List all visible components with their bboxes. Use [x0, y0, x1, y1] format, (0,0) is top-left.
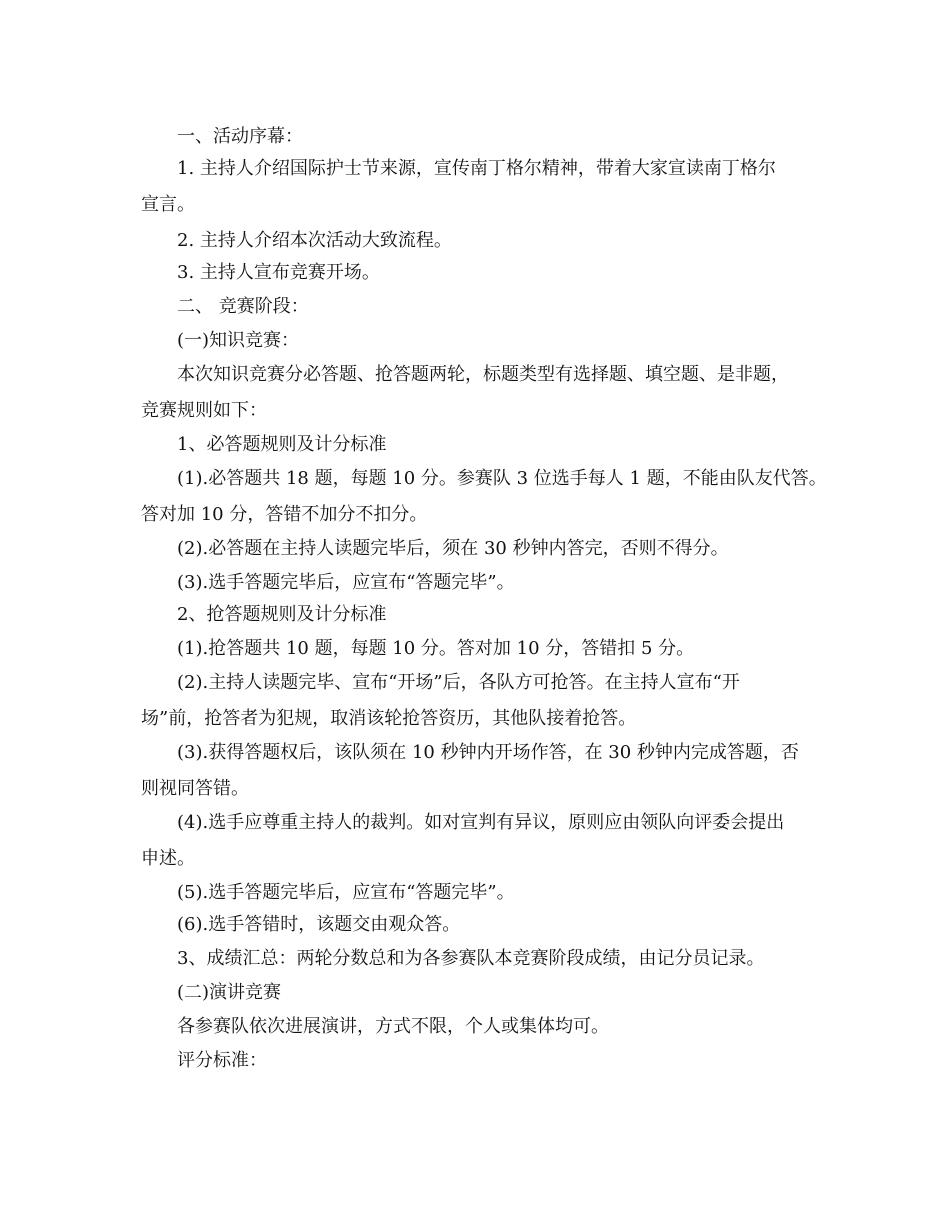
section-heading-1: 一、活动序幕：	[177, 126, 303, 147]
paragraph-line: (6).选手答错时，该题交由观众答。	[177, 914, 461, 935]
paragraph-line: 申述。	[141, 848, 195, 869]
paragraph-line: 则视同答错。	[141, 778, 249, 799]
paragraph-line: (1).必答题共 18 题，每题 10 分。参赛队 3 位选手每人 1 题，不能由队友代答。	[177, 468, 827, 489]
paragraph-line: 宣言。	[141, 194, 195, 215]
paragraph-line: (2).必答题在主持人读题完毕后，须在 30 秒钟内答完，否则不得分。	[177, 538, 729, 559]
paragraph-line: 各参赛队依次进展演讲，方式不限，个人或集体均可。	[177, 1016, 609, 1037]
paragraph-line: (2).主持人读题完毕、宣布“开场”后，各队方可抢答。在主持人宣布“开	[177, 672, 740, 693]
paragraph-line: (1).抢答题共 10 题，每题 10 分。答对加 10 分，答错扣 5 分。	[177, 638, 695, 659]
paragraph-line: 场”前，抢答者为犯规，取消该轮抢答资历，其他队接着抢答。	[141, 708, 637, 729]
subsection-heading: (一)知识竞赛：	[177, 330, 300, 351]
paragraph-line: 评分标准：	[177, 1050, 267, 1071]
paragraph-line: 竞赛规则如下：	[141, 400, 267, 421]
paragraph-line: 3. 主持人宣布竞赛开场。	[177, 262, 380, 283]
paragraph-line: (3).获得答题权后，该队须在 10 秒钟内开场作答，在 30 秒钟内完成答题，否	[177, 742, 799, 763]
paragraph-line: 1. 主持人介绍国际护士节来源，宣传南丁格尔精神，带着大家宣读南丁格尔	[177, 158, 776, 179]
paragraph-line: 答对加 10 分，答错不加分不扣分。	[141, 504, 428, 525]
paragraph-line: 2. 主持人介绍本次活动大致流程。	[177, 230, 452, 251]
paragraph-line: 本次知识竞赛分必答题、抢答题两轮，标题类型有选择题、填空题、是非题，	[177, 364, 789, 385]
paragraph-line: (4).选手应尊重主持人的裁判。如对宣判有异议，原则应由领队向评委会提出	[177, 812, 785, 833]
subsection-heading: (二)演讲竞赛	[177, 982, 282, 1003]
section-heading-2: 二、 竞赛阶段：	[177, 296, 309, 317]
paragraph-line: (3).选手答题完毕后，应宣布“答题完毕”。	[177, 572, 515, 593]
rule-heading: 2、抢答题规则及计分标准	[177, 604, 387, 625]
paragraph-line: 3、成绩汇总：两轮分数总和为各参赛队本竞赛阶段成绩，由记分员记录。	[177, 948, 765, 969]
paragraph-line: (5).选手答题完毕后，应宣布“答题完毕”。	[177, 882, 515, 903]
rule-heading: 1、必答题规则及计分标准	[177, 434, 387, 455]
